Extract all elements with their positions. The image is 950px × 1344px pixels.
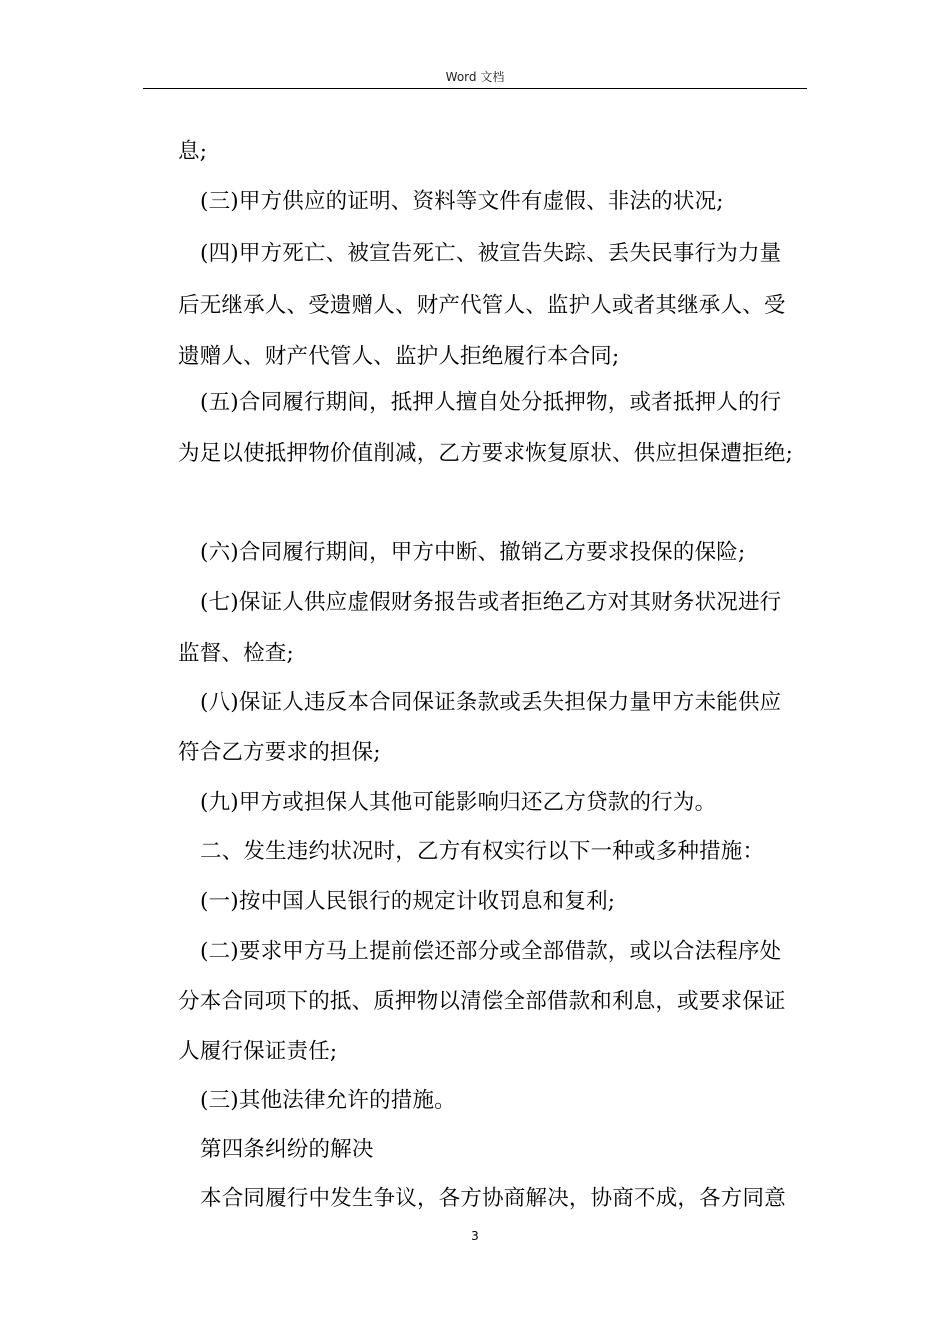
body-line: 遗赠人、财产代管人、监护人拒绝履行本合同;	[178, 344, 620, 369]
section-heading: 第四条纠纷的解决	[200, 1137, 374, 1162]
body-line: (九)甲方或担保人其他可能影响归还乙方贷款的行为。	[200, 790, 717, 815]
body-line: (七)保证人供应虚假财务报告或者拒绝乙方对其财务状况进行	[200, 590, 782, 615]
body-line: 为足以使抵押物价值削减，乙方要求恢复原状、供应担保遭拒绝;	[178, 441, 794, 466]
body-line: (六)合同履行期间，甲方中断、撤销乙方要求投保的保险;	[200, 540, 746, 565]
body-line: 监督、检查;	[178, 641, 294, 666]
header-divider	[143, 88, 807, 89]
body-line: (四)甲方死亡、被宣告死亡、被宣告失踪、丢失民事行为力量	[200, 241, 782, 266]
body-line: 息;	[178, 139, 208, 164]
page-number: 3	[471, 1229, 479, 1243]
body-line: 后无继承人、受遗赠人、财产代管人、监护人或者其继承人、受	[178, 293, 786, 318]
body-line: (五)合同履行期间，抵押人擅自处分抵押物，或者抵押人的行	[200, 390, 782, 415]
body-line: (二)要求甲方马上提前偿还部分或全部借款，或以合法程序处	[200, 939, 782, 964]
body-line: (八)保证人违反本合同保证条款或丢失担保力量甲方未能供应	[200, 690, 782, 715]
body-line: 本合同履行中发生争议，各方协商解决，协商不成，各方同意	[200, 1186, 786, 1211]
body-line: 二、发生违约状况时，乙方有权实行以下一种或多种措施：	[200, 839, 765, 864]
body-line: (一)按中国人民银行的规定计收罚息和复利;	[200, 889, 616, 914]
body-line: (三)甲方供应的证明、资料等文件有虚假、非法的状况;	[200, 189, 724, 214]
page-header: Word 文档	[445, 70, 505, 84]
body-line: 人履行保证责任;	[178, 1039, 338, 1064]
body-line: (三)其他法律允许的措施。	[200, 1088, 456, 1113]
body-line: 分本合同项下的抵、质押物以清偿全部借款和利息，或要求保证	[178, 989, 786, 1014]
body-line: 符合乙方要求的担保;	[178, 740, 381, 765]
